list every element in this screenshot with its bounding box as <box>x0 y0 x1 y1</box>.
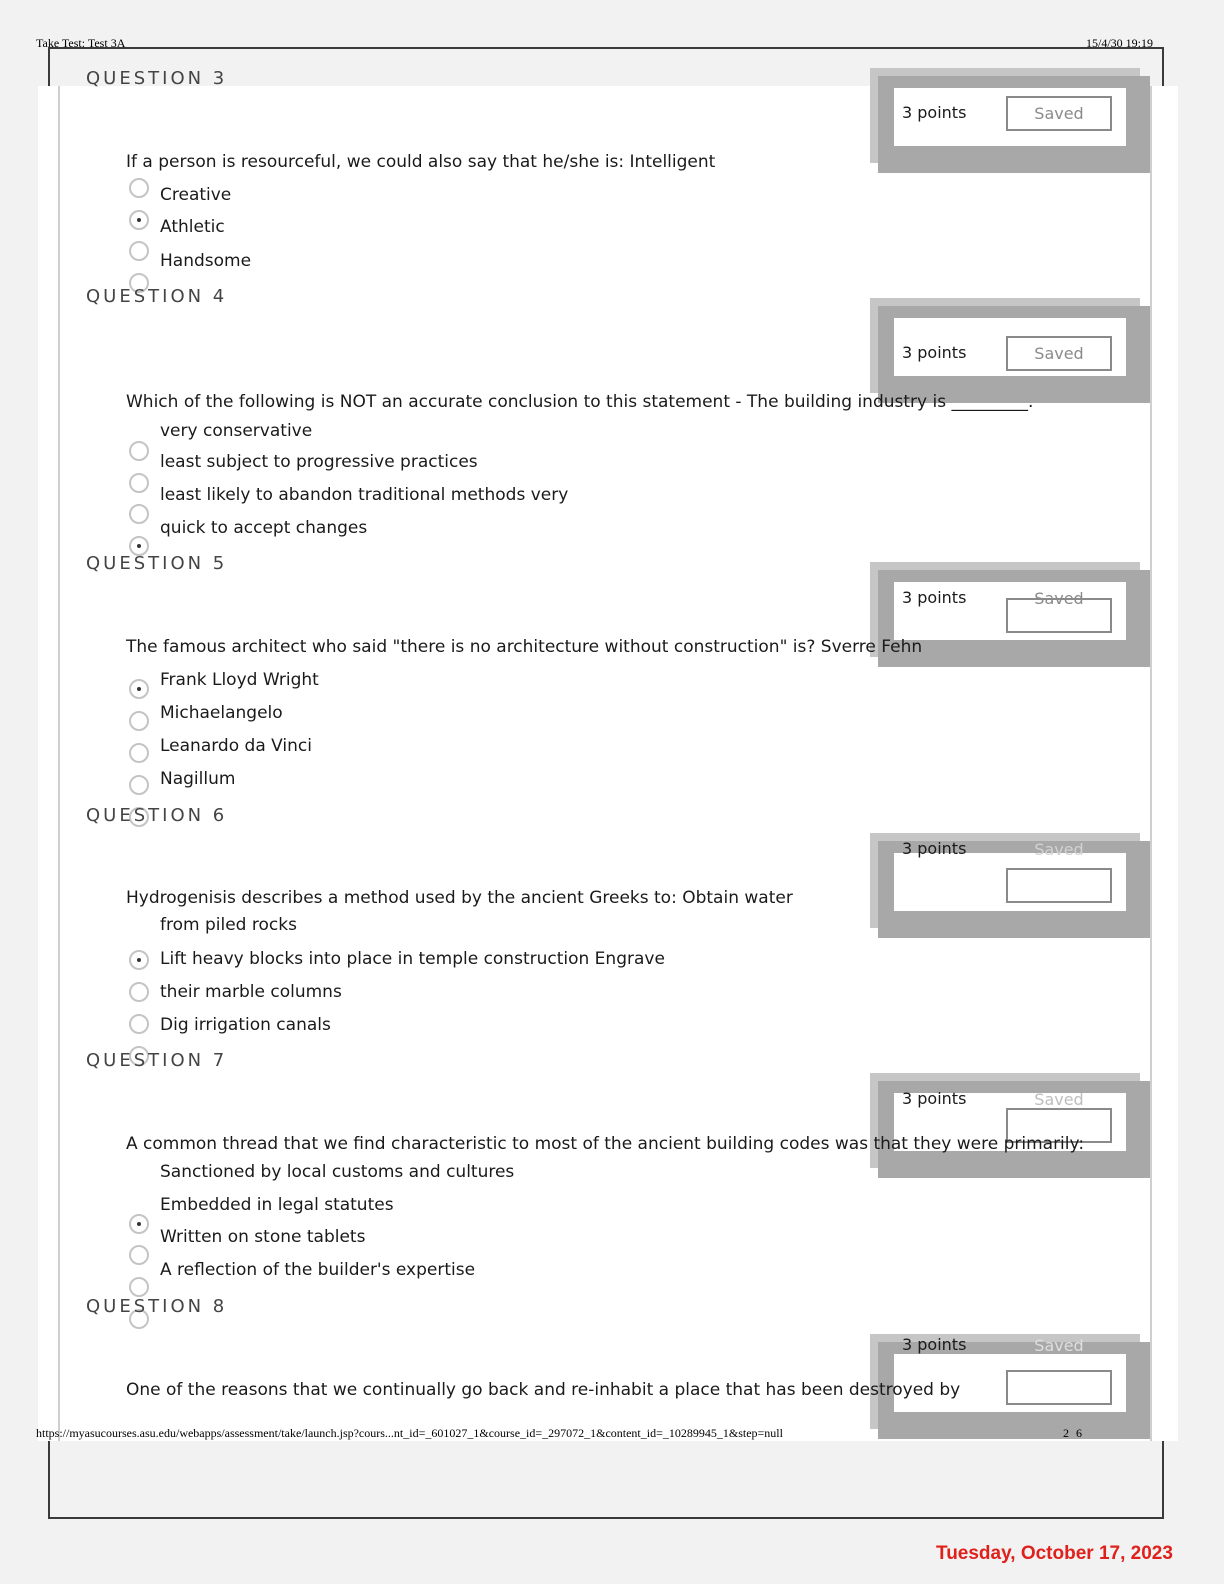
question-5-radio-2[interactable] <box>129 711 149 731</box>
question-3-label: QUESTION 3 <box>86 68 228 89</box>
question-8-save-button[interactable] <box>1006 1370 1112 1405</box>
question-6-label: QUESTION 6 <box>86 805 228 826</box>
question-3-saved-status: Saved <box>1034 104 1084 123</box>
question-5-text: The famous architect who said "there is no architecture without construction" is? Sverre Fehn <box>126 637 923 657</box>
question-4-points: 3 points <box>902 343 967 362</box>
question-8-saved-status: Saved <box>1034 1336 1084 1355</box>
question-5-option-4[interactable]: Nagillum <box>160 769 236 789</box>
question-5-label: QUESTION 5 <box>86 553 228 574</box>
question-6-option-2[interactable]: Lift heavy blocks into place in temple construction Engrave <box>160 949 665 969</box>
question-4-saved-status: Saved <box>1034 344 1084 363</box>
question-4-label: QUESTION 4 <box>86 286 228 307</box>
question-3-option-1[interactable]: Creative <box>160 185 232 205</box>
question-5-option-2[interactable]: Michaelangelo <box>160 703 283 723</box>
question-7-text: A common thread that we find characteristic to most of the ancient building codes was that they were primarily: <box>126 1134 1085 1154</box>
question-3-option-3[interactable]: Handsome <box>160 251 252 271</box>
question-8-points: 3 points <box>902 1335 967 1354</box>
question-6-radio-2[interactable] <box>129 982 149 1002</box>
question-7-radio-3[interactable] <box>129 1277 149 1297</box>
question-8-text: One of the reasons that we continually go back and re-inhabit a place that has been destroyed by <box>126 1380 961 1400</box>
question-5-radio-4[interactable] <box>129 775 149 795</box>
question-3-option-2[interactable]: Athletic <box>160 217 225 237</box>
page-footer-url: https://myasucourses.asu.edu/webapps/assessment/take/launch.jsp?cours...nt_id=_601027_1&course_id=_297072_1&content_id=_10289945_1&step=null <box>36 1426 783 1440</box>
print-date-stamp: Tuesday, October 17, 2023 <box>936 1543 1173 1564</box>
question-7-points: 3 points <box>902 1089 967 1108</box>
question-6-radio-1[interactable] <box>129 950 149 970</box>
question-3-radio-1[interactable] <box>129 178 149 198</box>
question-6-saved-status: Saved <box>1034 840 1084 859</box>
page-number: 2 6 <box>1063 1426 1084 1440</box>
page-header-datetime: 15/4/30 19:19 <box>1086 36 1154 50</box>
question-8-label: QUESTION 8 <box>86 1296 228 1317</box>
question-4-option-3[interactable]: least likely to abandon traditional methods very <box>160 485 569 505</box>
question-5-option-3[interactable]: Leanardo da Vinci <box>160 736 312 756</box>
content-right-border <box>1150 86 1152 1441</box>
question-7-label: QUESTION 7 <box>86 1050 228 1071</box>
question-4-radio-2[interactable] <box>129 473 149 493</box>
question-6-option-1[interactable]: from piled rocks <box>160 915 297 935</box>
question-4-option-1[interactable]: very conservative <box>160 421 313 441</box>
question-4-text: Which of the following is NOT an accurate conclusion to this statement - The building industry is _________. <box>126 392 1034 412</box>
question-6-radio-3[interactable] <box>129 1014 149 1034</box>
question-6-option-4[interactable]: Dig irrigation canals <box>160 1015 331 1035</box>
question-7-option-1[interactable]: Sanctioned by local customs and cultures <box>160 1162 515 1182</box>
question-7-option-4[interactable]: A reflection of the builder's expertise <box>160 1260 476 1280</box>
question-3-text: If a person is resourceful, we could also say that he/she is: Intelligent <box>126 152 716 172</box>
question-6-save-button[interactable] <box>1006 868 1112 903</box>
question-7-saved-status: Saved <box>1034 1090 1084 1109</box>
question-5-radio-1[interactable] <box>129 679 149 699</box>
question-4-option-2[interactable]: least subject to progressive practices <box>160 452 478 472</box>
question-7-option-2[interactable]: Embedded in legal statutes <box>160 1195 394 1215</box>
question-3-points: 3 points <box>902 103 967 122</box>
question-7-option-3[interactable]: Written on stone tablets <box>160 1227 366 1247</box>
question-7-radio-1[interactable] <box>129 1214 149 1234</box>
question-5-option-1[interactable]: Frank Lloyd Wright <box>160 670 319 690</box>
question-6-points: 3 points <box>902 839 967 858</box>
question-3-radio-3[interactable] <box>129 241 149 261</box>
page-header-title: Take Test: Test 3A <box>36 36 126 50</box>
question-5-radio-3[interactable] <box>129 743 149 763</box>
question-3-radio-2[interactable] <box>129 210 149 230</box>
question-5-saved-status: Saved <box>1034 589 1084 608</box>
question-6-option-3[interactable]: their marble columns <box>160 982 342 1002</box>
question-7-radio-2[interactable] <box>129 1245 149 1265</box>
question-6-text: Hydrogenisis describes a method used by the ancient Greeks to: Obtain water <box>126 888 793 908</box>
content-left-border <box>58 86 60 1441</box>
question-4-option-4[interactable]: quick to accept changes <box>160 518 368 538</box>
question-4-radio-3[interactable] <box>129 504 149 524</box>
question-5-points: 3 points <box>902 588 967 607</box>
question-4-radio-1[interactable] <box>129 441 149 461</box>
